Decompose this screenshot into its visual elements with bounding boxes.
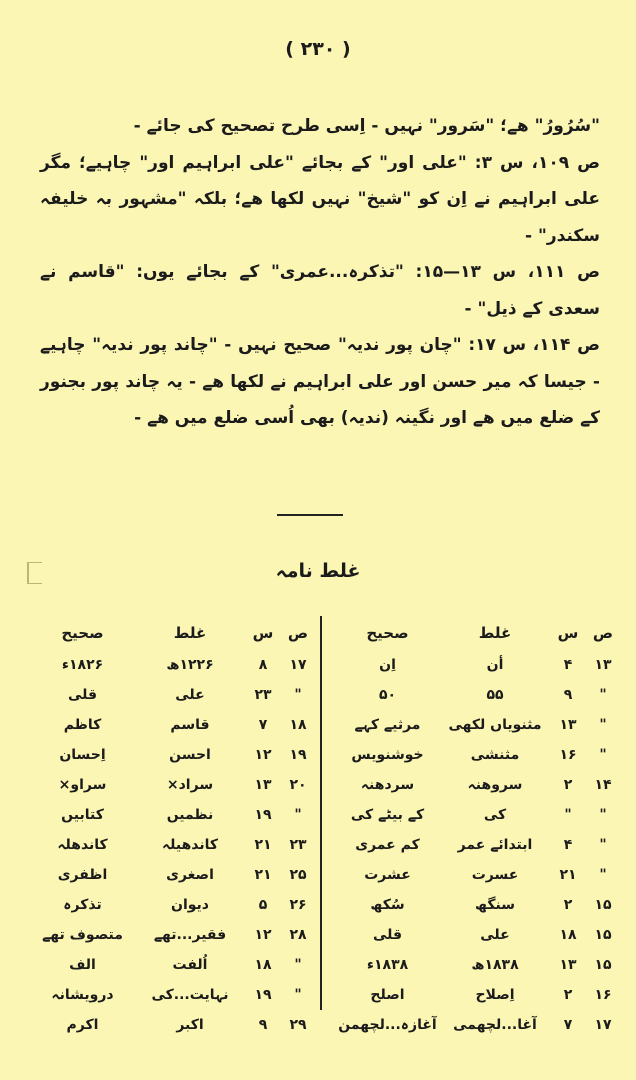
cell-wrong: فقیر...تھے [153,927,227,943]
cell-page: ۱۳ [594,657,612,673]
errata-row [30,860,315,890]
errata-row [335,980,620,1010]
header-wrong: غلط [478,624,512,642]
header-line: س [252,624,274,642]
cell-wrong: آغا...لچھمی [453,1017,537,1033]
cell-page: ۱۷ [594,1017,612,1033]
cell-page: ۲۳ [289,837,307,853]
cell-page: ۱۶ [594,987,612,1003]
errata-row [30,650,315,680]
cell-line: ۱۶ [559,747,577,763]
cell-page: ۱۵ [594,897,612,913]
header-wrong: غلط [173,624,207,642]
cell-correct: اِن [379,657,396,673]
cell-page: " [599,717,607,733]
cell-wrong: نہایت...کی [151,987,229,1003]
errata-table [30,616,620,1033]
cell-wrong: ۱۸۳۸ھ [471,957,519,973]
cell-wrong: دیوان [171,897,209,913]
cell-correct: خوشنویس [351,747,424,763]
cell-line: ۸ [258,657,268,673]
cell-line: ۲ [563,897,573,913]
cell-line: ۱۳ [254,777,272,793]
cell-correct: الف [69,957,96,973]
cell-correct: کے بیٹے کی [350,807,425,823]
errata-left-half [30,616,315,1040]
cell-wrong: کاندھیلہ [161,837,219,853]
cell-page: " [599,687,607,703]
prose-paragraph: ص ۱۱۱، س ۱۳—۱۵: "تذکرہ...عمری" کے بجائے یوں: "قاسم نے سعدی کے ذیل" - [40,262,600,319]
cell-page: ۱۴ [594,777,612,793]
cell-page: " [599,837,607,853]
errata-row [30,1010,315,1040]
cell-line: ۷ [258,717,268,733]
cell-page: " [294,957,302,973]
cell-wrong: سروھنہ [467,777,523,793]
cell-page: ۱۵ [594,927,612,943]
cell-wrong: علی [175,687,205,703]
cell-line: ۱۳ [559,717,577,733]
cell-correct: کاندھلہ [57,837,108,853]
cell-correct: اظفری [57,867,108,883]
cell-wrong: قاسم [170,717,210,733]
header-correct: صحیح [61,624,104,642]
prose-body [40,108,600,437]
cell-correct: اِحسان [59,747,106,763]
cell-line: ۱۳ [559,957,577,973]
errata-row [335,740,620,770]
header-correct: صحیح [366,624,409,642]
cell-page: ۲۸ [289,927,307,943]
page-number: ( ۲۳۰ ) [285,38,351,60]
cell-wrong: اصغری [166,867,214,883]
cell-correct: درویشانہ [51,987,114,1003]
errata-row [335,800,620,830]
cell-correct: قلی [67,687,98,703]
errata-header-row [335,616,620,650]
cell-page: ۲۶ [289,897,307,913]
section-separator [277,514,343,516]
errata-header-row [30,616,315,650]
cell-line: ۲۱ [559,867,577,883]
errata-row [30,980,315,1010]
cell-correct: کاظم [63,717,102,733]
errata-row [335,1010,620,1040]
cell-page: ۲۹ [289,1017,307,1033]
cell-correct: سُکھ [370,897,405,913]
cell-line: ۲۳ [254,687,272,703]
cell-wrong: أن [486,657,504,673]
cell-page: " [294,987,302,1003]
cell-correct: اکرم [66,1017,99,1033]
cell-correct: مرثیے کہے [354,717,421,733]
cell-page: ۱۷ [289,657,307,673]
cell-wrong: مثنویاں لکھی [448,717,542,733]
cell-page: ۱۵ [594,957,612,973]
cell-line: ۷ [563,1017,573,1033]
cell-page: " [294,687,302,703]
cell-line: " [564,807,572,823]
header-line: س [557,624,579,642]
cell-wrong: سراد× [166,777,214,793]
errata-right-half [335,616,620,1040]
cell-correct: سردھنہ [360,777,415,793]
cell-line: ۹ [563,687,573,703]
errata-row [335,830,620,860]
prose-paragraph: ص ۱۰۹، س ۳: "علی اور" کے بجائے "علی ابراہیم اور" چاہیے؛ مگر علی ابراہیم نے اِن کو "شیخ" نہیں لکھا ھے؛ بلکہ "مشہور بہ خلیفہ سکندر" - [40,152,600,246]
cell-page: ۱۹ [289,747,307,763]
errata-row [30,740,315,770]
errata-row [30,830,315,860]
cell-wrong: احسن [169,747,211,763]
cell-correct: متصوف تھے [42,927,123,943]
prose-paragraph: ص ۱۱۴، س ۱۷: "چان پور ندیہ" صحیح نہیں - "چاند پور ندیہ" چاہیے - جیسا کہ میر حسن اور علی ابراہیم نے لکھا ھے - یہ چاند پور بجنور کے ضلع میں ھے اور نگینہ (ندیہ) بھی اُسی ضلع میں ھے - [40,335,600,428]
errata-row [335,890,620,920]
cell-wrong: کی [483,807,507,823]
cell-page: " [294,807,302,823]
cell-wrong: علی [480,927,510,943]
cell-correct: آغازہ...لچھمن [338,1017,437,1033]
cell-page: ۲۵ [289,867,307,883]
cell-correct: سراو× [58,777,107,793]
errata-row [30,920,315,950]
cell-page: " [599,747,607,763]
cell-correct: ۱۸۳۸ء [366,957,409,973]
errata-row [30,770,315,800]
prose-paragraph: "سُرُورُ" ھے؛ "سَرور" نہیں - اِسی طرح تصحیح کی جائے - [133,116,600,136]
cell-wrong: اکبر [176,1017,204,1033]
cell-line: ۱۲ [254,927,272,943]
cell-page: " [599,807,607,823]
errata-row [30,710,315,740]
cell-line: ۵ [258,897,268,913]
errata-row [335,680,620,710]
cell-line: ۴ [563,657,573,673]
cell-wrong: نظمیں [166,807,214,823]
cell-wrong: ۱۲۲۶ھ [166,657,214,673]
cell-correct: عشرت [364,867,411,883]
cell-correct: کم عمری [355,837,420,853]
cell-wrong: اُلفت [172,957,208,973]
errata-row [335,950,620,980]
cell-page: ۱۸ [289,717,307,733]
cell-correct: تذکرہ [63,897,102,913]
cell-line: ۱۹ [254,987,272,1003]
cell-wrong: عسرت [471,867,519,883]
cell-line: ۴ [563,837,573,853]
cell-line: ۱۲ [254,747,272,763]
errata-row [30,680,315,710]
errata-row [335,650,620,680]
cell-correct: اصلح [370,987,405,1003]
cell-line: ۱۹ [254,807,272,823]
errata-row [335,770,620,800]
cell-correct: قلی [372,927,403,943]
cell-wrong: ۵۵ [486,687,504,703]
cell-line: ۲۱ [254,867,272,883]
header-page: ص [592,624,614,642]
errata-row [335,860,620,890]
cell-correct: کتابیں [61,807,104,823]
cell-line: ۲ [563,777,573,793]
errata-title: غلط نامہ [275,560,361,582]
errata-row [335,920,620,950]
cell-wrong: سنگھ [475,897,515,913]
cell-line: ۹ [258,1017,268,1033]
cell-wrong: مثنشی [470,747,520,763]
header-page: ص [287,624,309,642]
cell-line: ۲ [563,987,573,1003]
cell-wrong: ابتدائے عمر [457,837,533,853]
cell-line: ۱۸ [559,927,577,943]
cell-wrong: اِصلاح [475,987,515,1003]
errata-row [335,710,620,740]
errata-row [30,890,315,920]
errata-row [30,800,315,830]
errata-row [30,950,315,980]
cell-correct: ۵۰ [378,687,397,703]
cell-line: ۱۸ [254,957,272,973]
cell-page: ۲۰ [289,777,307,793]
cell-page: " [599,867,607,883]
cell-line: ۲۱ [254,837,272,853]
cell-correct: ۱۸۲۶ء [61,657,104,673]
